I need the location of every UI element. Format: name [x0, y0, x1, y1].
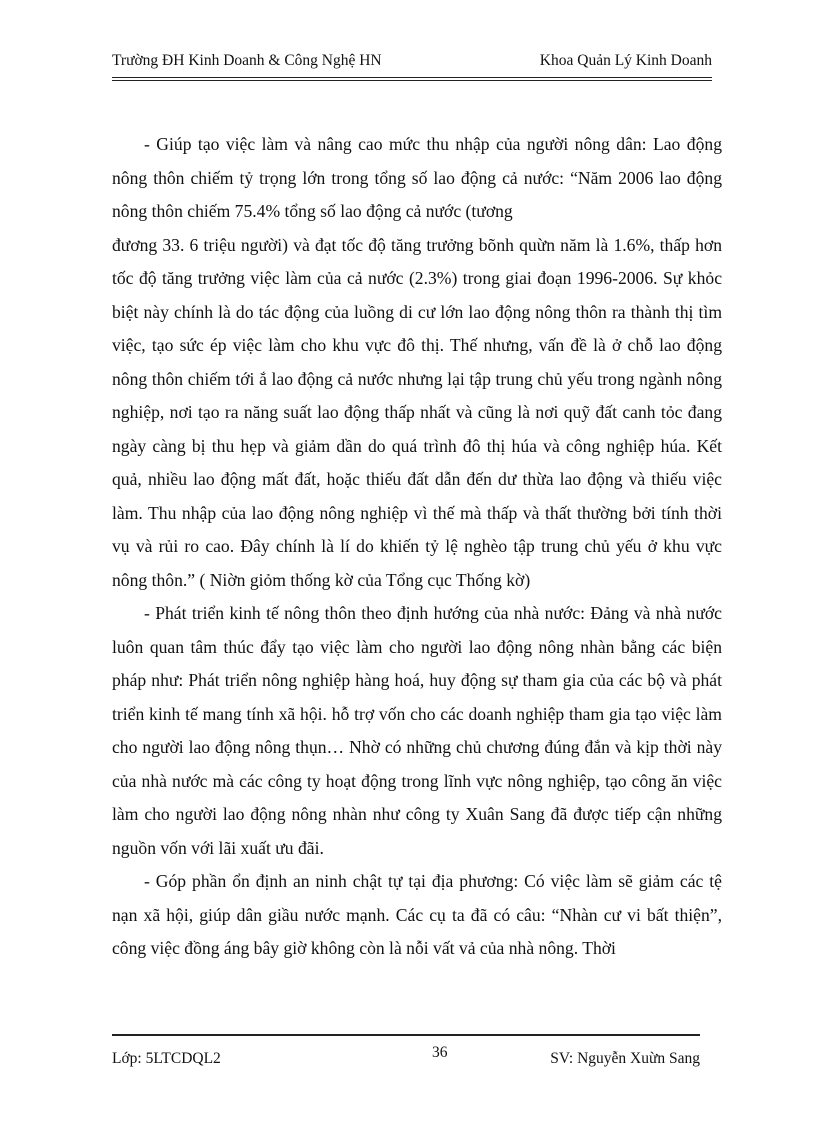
paragraph-rural-development: - Phát triển kinh tế nông thôn theo định hướng của nhà nước: Đảng và nhà nước luôn quan tâm thúc đẩy tạo việc làm cho người lao động nông nhàn bằng các biện pháp như: Phát triển nông nghiệp hàng hoá, huy động sự tham gia của các bộ và phát triển kinh tế mang tính xã hội. hỗ trợ vốn cho các doanh nghiệp tham gia tạo việc làm cho người lao động nông thụn… Nhờ có những chủ chương đúng đắn và kịp thời này của nhà nước mà các công ty hoạt động trong lĩnh vực nông nghiệp, tạo công ăn việc làm cho người lao động nông nhàn như công ty Xuân Sang đã được tiếp cận những nguồn vốn với lãi xuất ưu đãi.: [112, 603, 722, 858]
header-faculty-name: Khoa Quản Lý Kinh Doanh: [539, 52, 712, 69]
paragraph-local-security: - Góp phần ổn định an ninh chật tự tại địa phương: Có việc làm sẽ giảm các tệ nạn xã hội, giúp dân giầu nước mạnh. Các cụ ta đã có câu: “Nhàn cư vi bất thiện”, công việc đồng áng bây giờ không còn là nỗi vất vả của nhà nông. Thời: [112, 871, 722, 958]
footer-class: Lớp: 5LTCDQL2: [112, 1050, 221, 1067]
footer-divider: [112, 1034, 700, 1036]
document-body: [112, 128, 722, 966]
header-school-name: Trường ĐH Kinh Doanh & Công Nghệ HN: [112, 52, 382, 69]
page-number: 36: [432, 1044, 448, 1061]
paragraph-employment-income-continued: đương 33. 6 triệu người) và đạt tốc độ tăng trưởng bõnh quừn năm là 1.6%, thấp hơn tốc độ tăng trưởng việc làm của cả nước (2.3%) trong giai đoạn 1996-2006. Sự khỏc biệt này chính là do tác động của luồng di cư lớn lao động nông thôn ra thành thị tìm việc, tạo sức ép việc làm cho khu vực đô thị. Thế nhưng, vấn đề là ở chỗ lao động nông thôn chiếm tới ắ lao động cả nước nhưng lại tập trung chủ yếu trong ngành nông nghiệp, nơi tạo ra năng suất lao động thấp nhất và cũng là nơi quỹ đất canh tỏc đang ngày càng bị thu hẹp và giảm dần do quá trình đô thị húa và công nghiệp húa. Kết quả, nhiều lao động mất đất, hoặc thiếu đất dẫn đến dư thừa lao động và thiếu việc làm. Thu nhập của lao động nông nghiệp vì thế mà thấp và thất thường bởi tính thời vụ và rủi ro cao. Đây chính là lí do khiến tỷ lệ nghèo tập trung chủ yếu ở khu vực nông thôn.” ( Niờn giỏm thống kờ của Tổng cục Thống kờ): [112, 234, 722, 590]
header-divider: [112, 77, 712, 78]
header-divider-thin: [112, 80, 712, 81]
footer-student: SV: Nguyễn Xuừn Sang: [550, 1050, 700, 1067]
paragraph-employment-income: - Giúp tạo việc làm và nâng cao mức thu nhập của người nông dân: Lao động nông thôn chiếm tỷ trọng lớn trong tổng số lao động cả nước: “Năm 2006 lao động nông thôn chiếm 75.4% tổng số lao động cả nước (tương: [112, 134, 722, 221]
page-header: [112, 50, 712, 76]
page-footer: [112, 1044, 700, 1076]
